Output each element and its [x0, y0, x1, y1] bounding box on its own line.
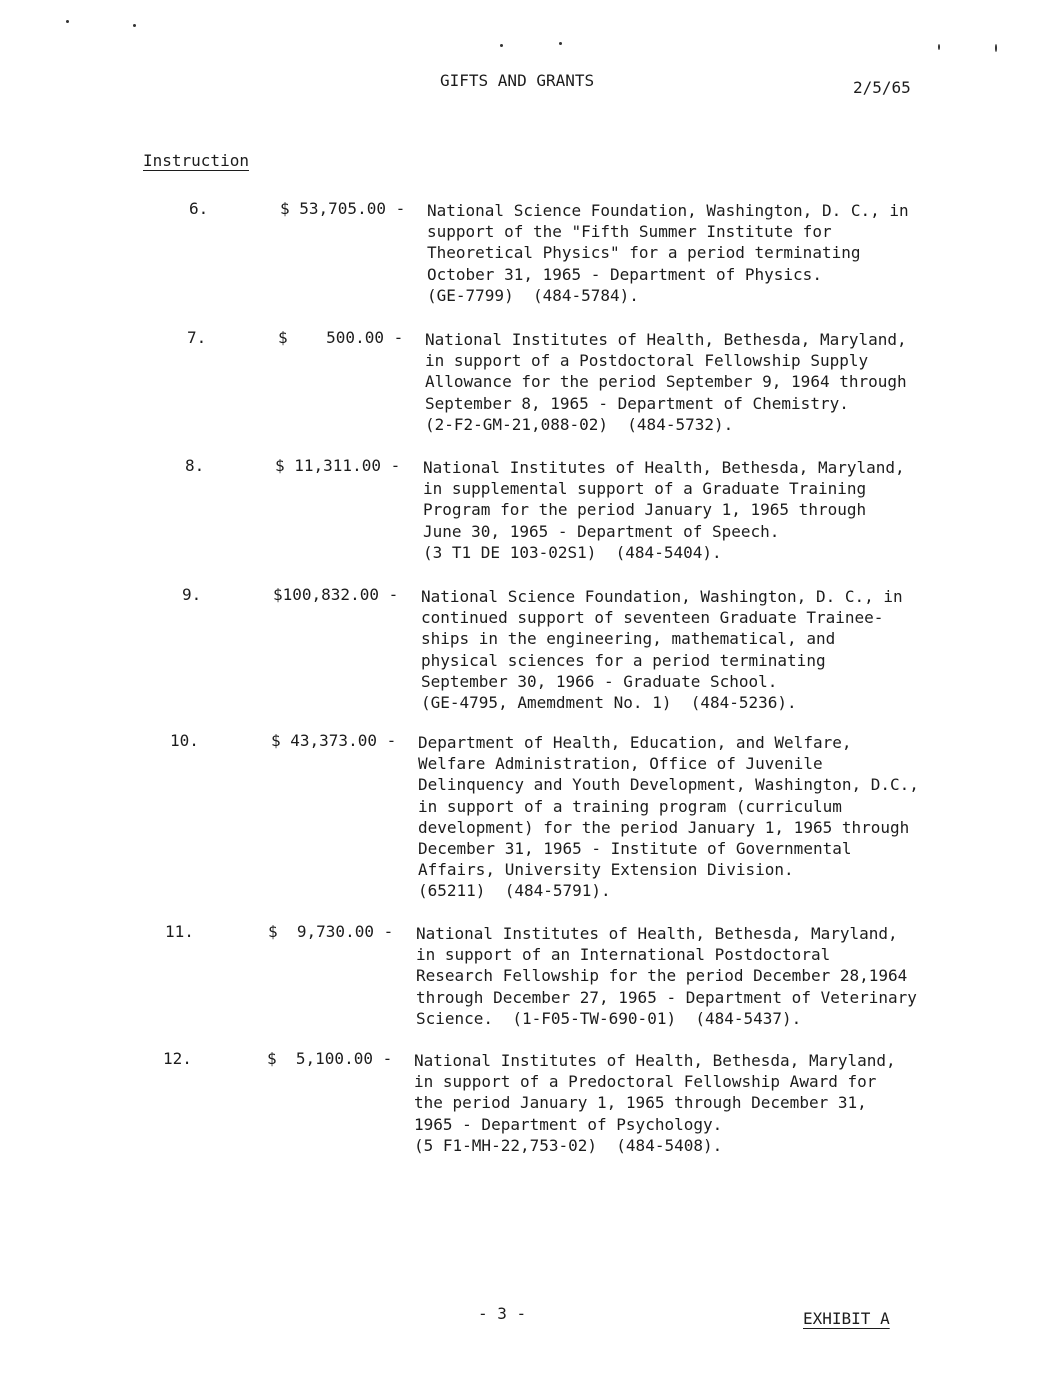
- entry-number: 6.: [189, 199, 209, 218]
- entry-description: [425, 329, 907, 435]
- entry-number: 7.: [187, 328, 207, 347]
- description-line: Science. (1-F05-TW-690-01) (484-5437).: [416, 1008, 802, 1028]
- description-line: (GE-4795, Amemdment No. 1) (484-5236).: [421, 693, 797, 713]
- entry-amount: $ 11,311.00 -: [275, 456, 401, 475]
- entry-amount: $ 53,705.00 -: [280, 199, 406, 218]
- description-line: the period January 1, 1965 through December 31,: [414, 1093, 867, 1113]
- entry-description: [416, 923, 917, 1029]
- description-line: 1965 - Department of Psychology.: [414, 1114, 723, 1134]
- description-line: physical sciences for a period terminating: [421, 650, 826, 670]
- description-line: June 30, 1965 - Department of Speech.: [423, 521, 780, 541]
- description-line: Welfare Administration, Office of Juvenile: [418, 754, 823, 774]
- description-line: Department of Health, Education, and Welfare,: [418, 733, 852, 752]
- scan-speck: [66, 20, 69, 23]
- description-line: development) for the period January 1, 1965 through: [418, 817, 910, 837]
- description-line: October 31, 1965 - Department of Physics.: [427, 264, 822, 284]
- description-line: (3 T1 DE 103-02S1) (484-5404).: [423, 542, 722, 562]
- entry-amount: $ 43,373.00 -: [271, 731, 397, 750]
- description-line: National Institutes of Health, Bethesda, Maryland,: [423, 458, 905, 477]
- description-line: Delinquency and Youth Development, Washington, D.C.,: [418, 775, 919, 795]
- entry-description: [418, 732, 919, 902]
- description-line: Allowance for the period September 9, 1964 through: [425, 372, 907, 392]
- description-line: National Institutes of Health, Bethesda, Maryland,: [416, 924, 898, 943]
- scan-speck: [500, 44, 503, 47]
- entry-amount: $ 500.00 -: [278, 328, 404, 347]
- entry-description: [427, 200, 909, 306]
- page-number: - 3 -: [478, 1304, 527, 1323]
- scan-speck: [938, 44, 940, 50]
- description-line: Research Fellowship for the period December 28,1964: [416, 966, 908, 986]
- description-line: September 30, 1966 - Graduate School.: [421, 671, 778, 691]
- description-line: National Institutes of Health, Bethesda, Maryland,: [414, 1051, 896, 1070]
- description-line: National Institutes of Health, Bethesda, Maryland,: [425, 330, 907, 349]
- entry-number: 9.: [182, 585, 202, 604]
- description-line: ships in the engineering, mathematical, and: [421, 629, 836, 649]
- description-line: September 8, 1965 - Department of Chemistry.: [425, 393, 849, 413]
- entry-amount: $100,832.00 -: [273, 585, 399, 604]
- entry-number: 10.: [170, 731, 199, 750]
- entry-number: 8.: [185, 456, 205, 475]
- description-line: December 31, 1965 - Institute of Governmental: [418, 839, 852, 859]
- description-line: in support of a Predoctoral Fellowship Award for: [414, 1072, 877, 1092]
- document-date: 2/5/65: [853, 78, 911, 97]
- description-line: (2-F2-GM-21,088-02) (484-5732).: [425, 414, 734, 434]
- description-line: in support of an International Postdoctoral: [416, 945, 831, 965]
- description-line: Theoretical Physics" for a period terminating: [427, 243, 861, 263]
- description-line: support of the "Fifth Summer Institute for: [427, 222, 832, 242]
- description-line: Program for the period January 1, 1965 through: [423, 500, 867, 520]
- description-line: in support of a Postdoctoral Fellowship Supply: [425, 351, 869, 371]
- entry-number: 12.: [163, 1049, 192, 1068]
- description-line: through December 27, 1965 - Department of Veterinary: [416, 987, 917, 1007]
- description-line: continued support of seventeen Graduate Trainee-: [421, 608, 884, 628]
- description-line: National Science Foundation, Washington, D. C., in: [427, 201, 909, 220]
- description-line: Affairs, University Extension Division.: [418, 860, 794, 880]
- description-line: in supplemental support of a Graduate Training: [423, 479, 867, 499]
- entry-description: [421, 586, 903, 713]
- document-title: GIFTS AND GRANTS: [440, 71, 595, 90]
- description-line: in support of a training program (curriculum: [418, 796, 842, 816]
- section-heading: Instruction: [143, 151, 249, 170]
- scan-speck: [133, 24, 136, 27]
- scan-speck: [559, 42, 562, 45]
- entry-amount: $ 9,730.00 -: [268, 922, 394, 941]
- description-line: National Science Foundation, Washington, D. C., in: [421, 587, 903, 606]
- entry-amount: $ 5,100.00 -: [267, 1049, 393, 1068]
- scan-speck: [995, 44, 997, 52]
- description-line: (GE-7799) (484-5784).: [427, 285, 639, 305]
- entry-description: [414, 1050, 896, 1156]
- entry-number: 11.: [165, 922, 194, 941]
- entry-description: [423, 457, 905, 563]
- description-line: (5 F1-MH-22,753-02) (484-5408).: [414, 1135, 723, 1155]
- description-line: (65211) (484-5791).: [418, 881, 611, 901]
- exhibit-label: EXHIBIT A: [803, 1309, 890, 1328]
